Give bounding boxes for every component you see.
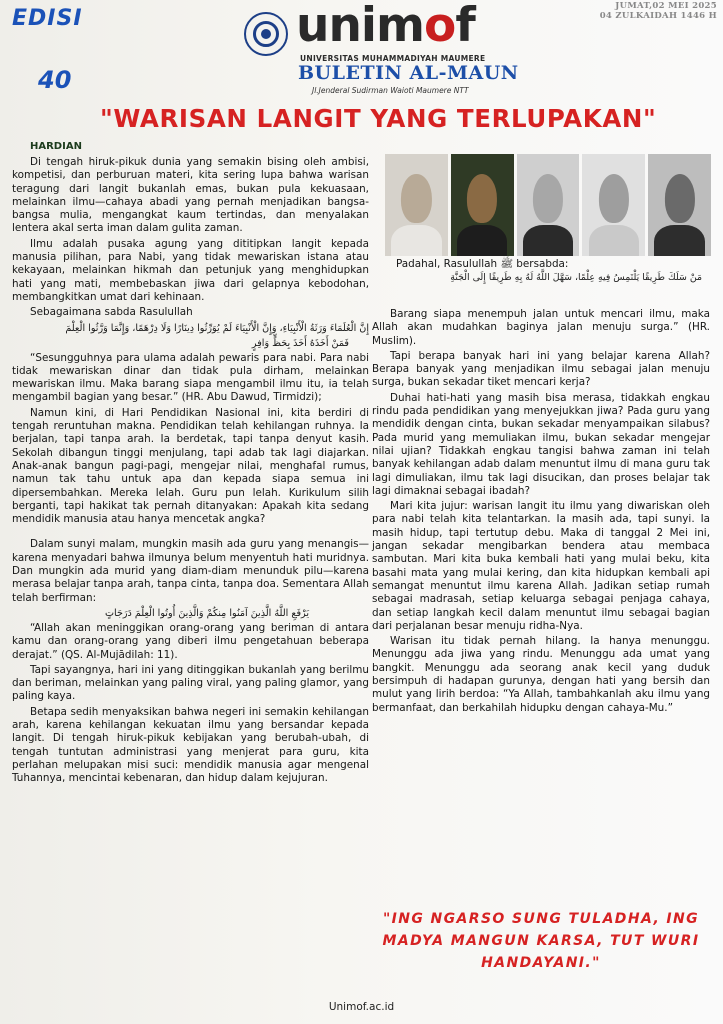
paragraph: Warisan itu tidak pernah hilang. Ia hanya menunggu. Menunggu ada jiwa yang rindu. Menunggu ada umat yang bangkit. Menunggu ada seorang anak kecil yang duduk bersimpuh di hadapan gurunya, dengan hati yang bersih dan mulut yang lirih berdoa: “Ya Allah, tambahkanlah aku ilmu yang bermanfaat, dan berkahilah hidupku dengan cahaya-Mu.”: [372, 635, 710, 714]
portrait-photo: [517, 154, 580, 256]
photo-caption: Padahal, Rasulullah ﷺ bersabda:: [396, 258, 569, 270]
portrait-photo: [582, 154, 645, 256]
paragraph: “Sesungguhnya para ulama adalah pewaris para nabi. Para nabi tidak mewariskan dinar dan tidak pula dirham, melainkan mewariskan ilmu. Maka barang siapa mengambil ilmu itu, ia telah mengambil bagian yang besar.” (HR. Abu Dawud, Tirmidzi);: [12, 351, 369, 404]
portrait-photo: [451, 154, 514, 256]
hijri-date: 04 ZULKAIDAH 1446 H: [599, 11, 717, 21]
caption-arabic: مَنْ سَلَكَ طَرِيقًا يَلْتَمِسُ فِيهِ عِلْمًا، سَهَّلَ اللَّهُ لَهُ بِهِ طَرِيقًا إِلَى الْجَنَّةِ: [450, 272, 702, 283]
paragraph: Sebagaimana sabda Rasulullah: [30, 306, 193, 319]
paragraph: “Allah akan meninggikan orang-orang yang beriman di antara kamu dan orang-orang yang diberi ilmu pengetahuan beberapa derajat.” (QS. Al-Mujādilah: 11).: [12, 621, 369, 661]
hadith-arabic-cont: فَمَنْ أَخَذَهُ أَخَذَ بِحَظٍّ وَافِرٍ: [251, 337, 349, 349]
paragraph: Mari kita jujur: warisan langit itu ilmu yang diwariskan oleh para nabi telah kita telantarkan. Ia masih ada, tapi sunyi. Ia masih hidup, tapi tertutup debu. Maka di tanggal 2 Mei ini, jangan sekadar mengibarkan bendera atau membaca sambutan. Mari kita buka kembali hati yang mulai beku, kita basahi mata yang mulai kering, dan kita hidupkan kembali api semangat menuntut ilmu karena Allah. Jadikan setiap rumah sebagai madrasah, setiap keluarga sebagai penjaga cahaya, dan setiap langkah kecil dalam menuntut ilmu sebagai bagian dari perjalanan besar menuju ridha-Nya.: [372, 500, 710, 632]
article-title: "WARISAN LANGIT YANG TERLUPAKAN": [100, 104, 657, 133]
bulletin-name: BULETIN AL-MAUN: [298, 62, 519, 84]
website-link[interactable]: Unimof.ac.id: [328, 1001, 395, 1013]
author: HARDIAN: [30, 141, 82, 152]
hadith-arabic: إِنَّ الْعُلَمَاءَ وَرَثَةُ الْأَنْبِيَاءِ، وَإِنَّ الْأَنْبِيَاءَ لَمْ يُوَرِّثُوا دِينَارًا وَلَا دِرْهَمًا، وَإِنَّمَا وَرَّثُوا الْعِلْمَ: [65, 322, 369, 334]
university-seal-icon: [244, 12, 288, 56]
paragraph: Barang siapa menempuh jalan untuk mencari ilmu, maka Allah akan mudahkan baginya jalan menuju surga.” (HR. Muslim).: [372, 308, 710, 347]
portrait-photo: [648, 154, 711, 256]
address: Jl.Jenderal Sudirman Waioti Maumere NTT: [312, 86, 469, 95]
paragraph: Di tengah hiruk-pikuk dunia yang semakin bising oleh ambisi, kompetisi, dan perburuan materi, kita sering lupa bahwa warisan teragung dari langit bukanlah emas, bukan pula kekuasaan, melainkan ilmu—cahaya abadi yang pernah menjadikan bangsa-bangsa mulia, mengangkat kaum tertindas, dan menyalakan lentera akal serta iman dalam gulita zaman.: [12, 156, 369, 235]
paragraph: Namun kini, di Hari Pendidikan Nasional ini, kita berdiri di tengah reruntuhan makna. Pendidikan telah kehilangan ruhnya. Ia berjalan, tapi tanpa arah. Ia berdetak, tapi tanpa denyut kasih. Sekolah dibangun tinggi menjulang, tapi adab tak lagi diajarkan. Anak-anak bangun pagi-pagi, mengejar nilai, menghafal rumus, namun tak tahu untuk apa dan kepada siapa semua ini dipersembahkan. Mereka lelah. Guru pun lelah. Kurikulum silih berganti, tapi hakikat tak pernah ditanyakan: Apakah kita sedang mendidik manusia atau hanya mencetak angka?: [12, 406, 369, 526]
right-column: [372, 308, 710, 717]
paragraph: Tapi berapa banyak hari ini yang belajar karena Allah? Berapa banyak yang menjadikan ilmu sebagai jalan menuju surga, bukan sekadar tiket mencari kerja?: [372, 349, 710, 389]
portrait-photo: [385, 154, 448, 256]
university-name: UNIVERSITAS MUHAMMADIYAH MAUMERE: [300, 54, 486, 63]
edition-label: EDISI: [12, 6, 83, 31]
photo-strip: [385, 154, 711, 256]
paragraph: Duhai hati-hati yang masih bisa merasa, tidakkah engkau rindu pada pendidikan yang menyejukkan jiwa? Pada guru yang mendidik dengan cinta, bukan sekadar menyampaikan silabus? Pada murid yang memuliakan ilmu, bukan sekadar mengejar nilai ujian? Tidakkah engkau tangisi bahwa zaman ini telah banyak kehilangan adab dalam menuntut ilmu di mana guru tak lagi dimuliakan, ilmu tak lagi disucikan, dan proses belajar tak lagi dimaknai sebagai ibadah?: [372, 391, 710, 497]
paragraph: Dalam sunyi malam, mungkin masih ada guru yang menangis—karena menyadari bahwa ilmunya belum menyentuh hati muridnya. Dan mungkin ada murid yang diam-diam menunduk pilu—karena merasa belajar tanpa arah, tanpa cinta, tanpa doa. Sementara Allah telah berfirman:: [12, 538, 369, 604]
paragraph: Tapi sayangnya, hari ini yang ditinggikan bukanlah yang berilmu dan beriman, melainkan yang paling viral, yang paling glamor, yang paling kaya.: [12, 663, 369, 703]
issue-date: [600, 1, 717, 21]
quran-arabic: يَرْفَعِ اللَّهُ الَّذِينَ آمَنُوا مِنكُمْ وَالَّذِينَ أُوتُوا الْعِلْمَ دَرَجَاتٍ: [105, 607, 309, 619]
paragraph: Betapa sedih menyaksikan bahwa negeri ini semakin kehilangan arah, karena kehilangan kekuatan ilmu yang bersandar kepada langit. Di tengah hiruk-pikuk kebijakan yang berubah-ubah, di tengah tuntutan administrasi yang menjerat para guru, kita perlahan melupakan misi suci: mendidik manusia agar mengenal Tuhannya, mencintai kebenaran, dan hidup dalam kejujuran.: [12, 705, 369, 785]
paragraph: Ilmu adalah pusaka agung yang dititipkan langit kepada manusia pilihan, para Nabi, yang tidak mewariskan istana atau kekayaan, melainkan hikmah dan petunjuk yang menghidupkan hati yang mati, membebaskan jiwa dari gelapnya kebodohan, membangkitkan umat dari kehinaan.: [12, 237, 369, 303]
left-column: [12, 156, 369, 787]
gregorian-date: JUMAT,02 MEI 2025: [615, 1, 717, 11]
brand-logo: unimof: [296, 0, 475, 53]
closing-quote: "ING NGARSO SUNG TULADHA, ING MADYA MANGUN KARSA, TUT WURI HANDAYANI.": [382, 911, 700, 971]
edition-number: 40: [38, 66, 72, 94]
